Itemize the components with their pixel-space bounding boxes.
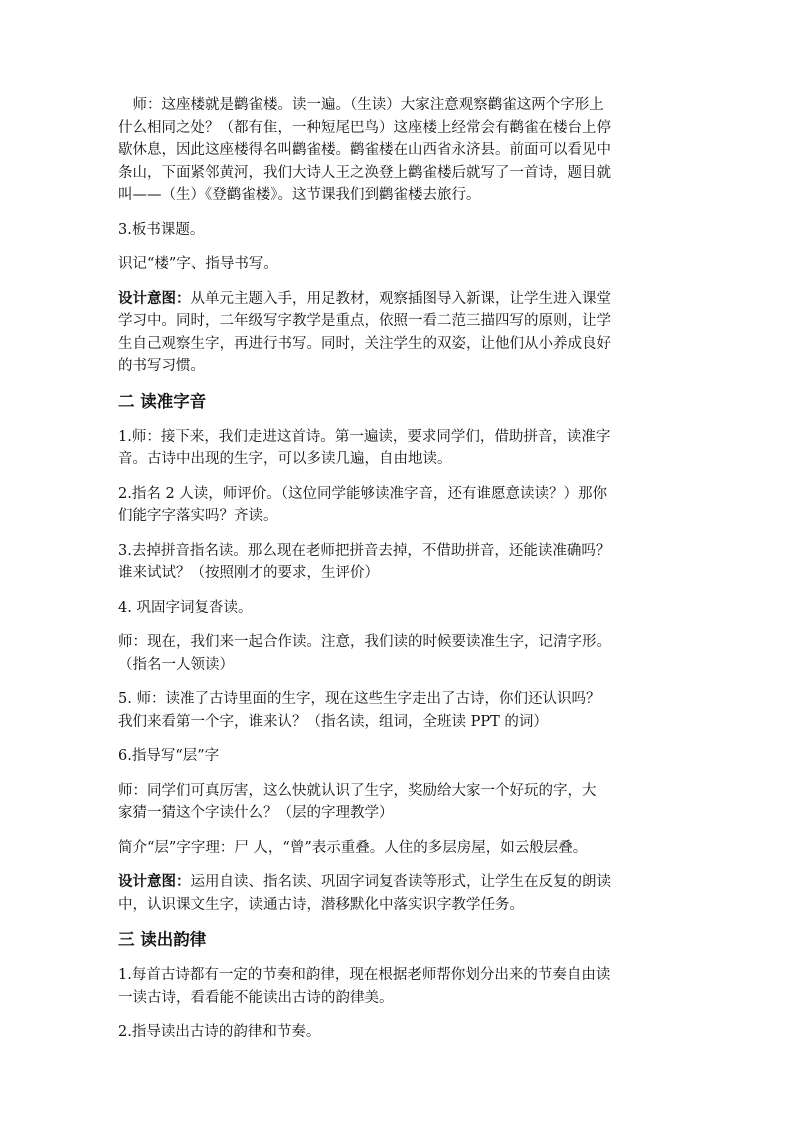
text-line: 4. 巩固字词复沓读。 [118, 599, 253, 616]
text-line: 3.去掉拼音指名读。那么现在老师把拼音去掉，不借助拼音，还能读准确吗？ [118, 542, 611, 559]
section-2-item-8 [118, 780, 688, 825]
text-line: 简介“层”字字理：尸 人，“曾”表示重叠。人住的多层房屋，如云般层叠。 [118, 839, 588, 856]
section-2-item-3 [118, 540, 688, 585]
section-2-item-1 [118, 426, 688, 471]
step-3-paragraph: 3.板书课题。 [118, 221, 205, 238]
text-line: 2.指名 2 人读，师评价。（这位同学能够读准字音，还有谁愿意读读？）那你 [118, 485, 608, 502]
text-line: 什么相同之处？（都有隹，一种短尾巴鸟）这座楼上经常会有鹳雀在楼台上停 [118, 119, 611, 136]
section-2-item-2 [118, 483, 688, 528]
text-line: 运用自读、指名读、巩固字词复沓读等形式，让学生在反复的朗读 [190, 874, 611, 890]
text-line: （指名一人领读） [118, 656, 234, 673]
text-line: 6.指导写“层”字 [118, 748, 220, 764]
section-3-item-1 [118, 964, 688, 1009]
design-intent-label: 设计意图： [118, 289, 191, 307]
design-intent-label: 设计意图： [118, 873, 191, 890]
text-line: 一读古诗，看看能不能读出古诗的韵律美。 [118, 989, 394, 1006]
text-line: 中，认识课文生字，读通古诗，潜移默化中落实识字教学任务。 [118, 896, 524, 913]
step-3b-paragraph: 识记“楼”字、指导书写。 [118, 256, 278, 272]
section-2-item-4 [118, 597, 688, 620]
section-3-heading: 三 读出韵律 [118, 930, 207, 949]
section-2-item-5 [118, 631, 688, 676]
intro-paragraph [118, 94, 688, 207]
section-2-item-6 [118, 688, 688, 733]
text-line: 从单元主题入手，用足教材，观察插图导入新课，让学生进入课堂 [190, 290, 611, 307]
text-line: 叫——（生）《登鹳雀楼》。这节课我们到鹳雀楼去旅行。 [118, 187, 481, 203]
text-line: 家猜一猜这个字读什么？（层的字理教学） [118, 805, 394, 821]
text-line: 们能字字落实吗？齐读。 [118, 508, 278, 524]
design-intent-1 [118, 288, 688, 378]
text-line: 生自己观察生字，再进行书写。同时，关注学生的双姿，让他们从小养成良好 [118, 335, 611, 352]
text-line: 音。古诗中出现的生字，可以多读几遍，自由地读。 [118, 451, 452, 467]
text-line: 的书写习惯。 [118, 358, 205, 374]
text-line: 1.每首古诗都有一定的节奏和韵律，现在根据老师帮你划分出来的节奏自由读 [118, 967, 611, 983]
text-line: 2.指导读出古诗的韵律和节奏。 [118, 1024, 321, 1040]
text-line: 我们来看第一个字，谁来认？（指名读，组词，全班读 PPT 的词） [118, 713, 548, 730]
text-line: 师：同学们可真厉害，这么快就认识了生字，奖励给大家一个好玩的字，大 [118, 782, 597, 799]
text-line: 师：这座楼就是鹳雀楼。读一遍。（生读）大家注意观察鹳雀这两个字形上 [118, 97, 604, 113]
section-2-item-9 [118, 837, 688, 860]
text-line: 师：现在，我们来一起合作读。注意，我们读的时候要读准生字，记清字形。 [118, 634, 611, 650]
text-line: 1.师：接下来，我们走进这首诗。第一遍读，要求同学们，借助拼音，读准字 [118, 428, 611, 445]
text-line: 条山，下面紧邻黄河，我们大诗人王之涣登上鹳雀楼后就写了一首诗，题目就 [118, 164, 611, 181]
section-3-item-2 [118, 1021, 688, 1044]
section-2-item-7 [118, 745, 688, 768]
text-line: 谁来试试？（按照刚才的要求，生评价） [118, 565, 379, 581]
document-page [118, 94, 688, 1056]
section-2-heading: 二 读准字音 [118, 391, 207, 411]
design-intent-2 [118, 871, 688, 916]
text-line: 5. 师：读准了古诗里面的生字，现在这些生字走出了古诗，你们还认识吗？ [118, 691, 601, 707]
text-line: 歇休息，因此这座楼得名叫鹳雀楼。鹳雀楼在山西省永济县。前面可以看见中 [118, 142, 611, 158]
text-line: 学习中。同时，二年级写字教学是重点，依照一看二范三描四写的原则，让学 [118, 313, 611, 329]
